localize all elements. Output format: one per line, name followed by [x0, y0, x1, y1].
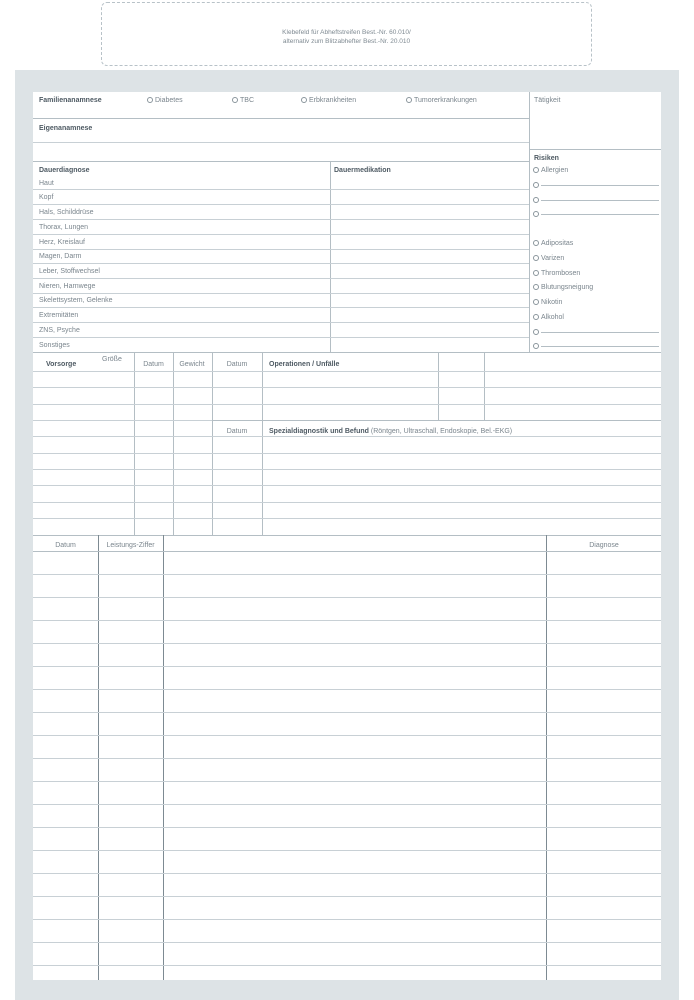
binding-strip-area — [101, 2, 592, 66]
dauerdiagnose-row: Thorax, Lungen — [39, 224, 89, 231]
blank-line — [541, 200, 659, 201]
checkbox-icon — [533, 240, 539, 246]
option-label: Tumorerkrankungen — [414, 97, 477, 104]
taetigkeit-label: Tätigkeit — [534, 97, 561, 104]
checkbox-icon — [533, 270, 539, 276]
checkbox-icon — [232, 97, 238, 103]
dauerdiagnose-row: Leber, Stoffwechsel — [39, 268, 100, 275]
dauerdiagnose-row: Haut — [39, 180, 54, 187]
vorsorge-col-groesse: Größe — [102, 356, 122, 363]
binding-strip-note-line1: Klebefeld für Abheftstreifen Best.-Nr. 60.010/ — [282, 29, 411, 36]
vorsorge-col-gewicht: Gewicht — [179, 361, 205, 368]
spezialdiagnostik-header — [269, 427, 512, 436]
risk-alkohol[interactable] — [533, 313, 564, 322]
risk-label: Varizen — [541, 255, 565, 262]
familienanamnese-label: Familienanamnese — [39, 97, 102, 104]
leistungen-col-ziffer: Leistungs-Ziffer — [106, 542, 155, 549]
leistungen-col-diagnose: Diagnose — [589, 542, 619, 549]
blank-line — [541, 185, 659, 186]
risiken-label: Risiken — [534, 155, 559, 162]
vorsorge-label: Vorsorge — [46, 361, 77, 368]
checkbox-icon — [533, 182, 539, 188]
checkbox-icon — [406, 97, 412, 103]
checkbox-icon — [533, 211, 539, 217]
risk-thrombosen[interactable] — [533, 269, 580, 278]
operationen-label: Operationen / Unfälle — [269, 361, 340, 368]
option-label: TBC — [240, 97, 254, 104]
risk-label: Nikotin — [541, 299, 563, 306]
dauerdiagnose-row: Hals, Schilddrüse — [39, 209, 94, 216]
option-label: Diabetes — [155, 97, 183, 104]
blank-line — [541, 346, 659, 347]
checkbox-icon — [533, 343, 539, 349]
checkbox-icon — [533, 284, 539, 290]
leistungen-col-datum: Datum — [55, 542, 76, 549]
checkbox-icon — [301, 97, 307, 103]
dauerdiagnose-row: Magen, Darm — [39, 253, 82, 260]
dauerdiagnose-row: Extremitäten — [39, 312, 79, 319]
blank-line — [541, 332, 659, 333]
risk-label: Adipositas — [541, 240, 574, 247]
risk-blank[interactable] — [533, 181, 659, 190]
dauerdiagnose-row: Kopf — [39, 194, 54, 201]
risk-blank[interactable] — [533, 328, 659, 337]
risk-label: Allergien — [541, 167, 569, 174]
option-erbkrankheiten[interactable] — [301, 96, 356, 105]
option-tumorerkrankungen[interactable] — [406, 96, 477, 105]
spezialdiagnostik-label: Spezialdiagnostik und Befund — [269, 428, 369, 435]
dauerdiagnose-row: Nieren, Harnwege — [39, 283, 96, 290]
risk-blank[interactable] — [533, 210, 659, 219]
dauermedikation-label: Dauermedikation — [334, 167, 391, 174]
risk-label: Alkohol — [541, 314, 564, 321]
checkbox-icon — [533, 314, 539, 320]
eigenanamnese-label: Eigenanamnese — [39, 125, 93, 132]
risk-blank[interactable] — [533, 196, 659, 205]
risk-adipositas[interactable] — [533, 239, 573, 248]
checkbox-icon — [147, 97, 153, 103]
option-diabetes[interactable] — [147, 96, 183, 105]
checkbox-icon — [533, 167, 539, 173]
blank-line — [541, 214, 659, 215]
checkbox-icon — [533, 197, 539, 203]
option-label: Erbkrankheiten — [309, 97, 357, 104]
vorsorge-col-datum: Datum — [143, 361, 164, 368]
risk-varizen[interactable] — [533, 254, 564, 263]
operationen-col-datum: Datum — [226, 361, 248, 368]
binding-strip-note-line2: alternativ zum Blitzabhefter Best.-Nr. 20.010 — [282, 38, 411, 45]
risk-allergien[interactable] — [533, 166, 568, 175]
spezialdiagnostik-col-datum: Datum — [226, 428, 248, 435]
dauerdiagnose-row: Sonstiges — [39, 342, 70, 349]
risk-label: Thrombosen — [541, 270, 581, 277]
checkbox-icon — [533, 329, 539, 335]
risk-nikotin[interactable] — [533, 298, 562, 307]
dauerdiagnose-row: Skelettsystem, Gelenke — [39, 297, 113, 304]
risk-label: Blutungsneigung — [541, 284, 594, 291]
dauerdiagnose-row: Herz, Kreislauf — [39, 239, 85, 246]
patient-record-sheet — [33, 92, 661, 980]
spezialdiagnostik-hint: (Röntgen, Ultraschall, Endoskopie, Bel.-EKG) — [370, 428, 513, 435]
risk-blutungsneigung[interactable] — [533, 283, 593, 292]
risk-blank[interactable] — [533, 342, 659, 351]
checkbox-icon — [533, 299, 539, 305]
dauerdiagnose-row: ZNS, Psyche — [39, 327, 80, 334]
checkbox-icon — [533, 255, 539, 261]
option-tbc[interactable] — [232, 96, 254, 105]
dauerdiagnose-label: Dauerdiagnose — [39, 167, 90, 174]
